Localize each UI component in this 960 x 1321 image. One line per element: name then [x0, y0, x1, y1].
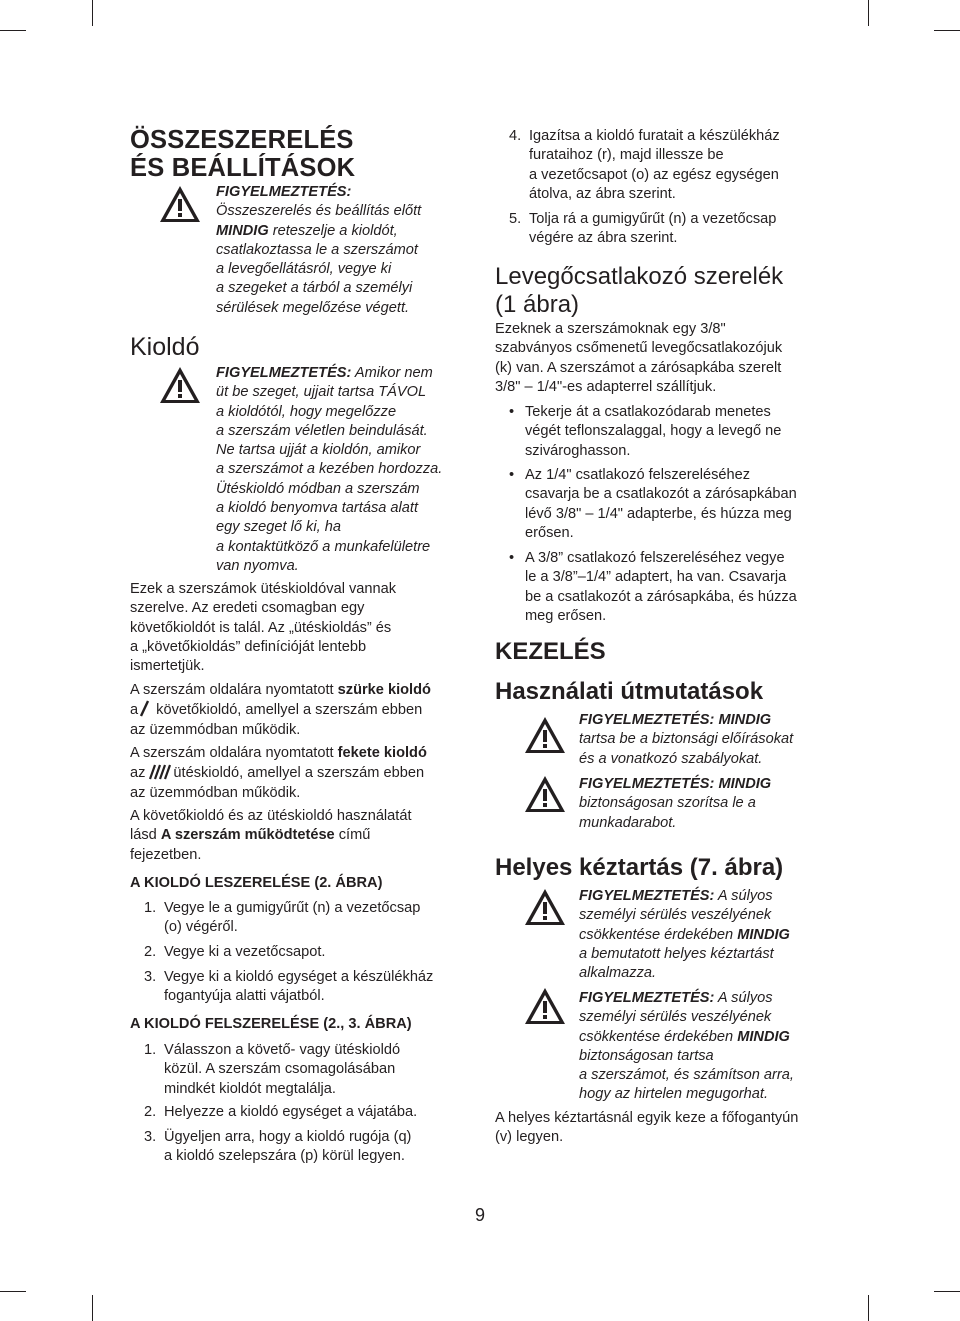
list-text: Igazítsa a kioldó furatait a készülékház: [529, 128, 780, 144]
list-text: Válasszon a követő- vagy ütéskioldó: [164, 1042, 401, 1058]
bullet-text: be a csatlakozót a zárósapkába, és húzza: [525, 588, 797, 605]
bullet-text: Az 1/4" csatlakozó felszereléséhez: [525, 467, 751, 483]
list-text: végére az ábra szerint.: [529, 230, 678, 247]
bullet-text: meg erősen.: [525, 607, 607, 624]
bullet-dot: •: [509, 550, 515, 566]
section-title-line2: ÉS BEÁLLÍTÁSOK: [130, 154, 356, 182]
bullet-text: le a 3/8”–1/4” adaptert, ha van. Csavarja: [525, 569, 787, 586]
paragraph-line: szerelve. Az eredeti csomagban egy: [130, 600, 365, 617]
warning-text: a szegeket a tárból a személyi: [216, 280, 413, 297]
paragraph-text: fejezetben.: [130, 846, 202, 863]
list-number: 1.: [144, 900, 157, 916]
bullet-text: csavarja be a csatlakozót a zárósapkában: [525, 486, 797, 503]
list-text: a vezetőcsapot (o) az egész egységen: [529, 166, 779, 183]
warning-label: FIGYELMEZTETÉS:: [579, 888, 715, 904]
warning-label: FIGYELMEZTETÉS:: [579, 990, 715, 1006]
crop-mark: [868, 1295, 869, 1321]
warning-text: a kioldó benyomva tartása alatt: [216, 500, 418, 517]
paragraph-grip: [495, 1109, 830, 1148]
bullet-dot: •: [509, 404, 515, 420]
warning-text: A súlyos: [714, 990, 773, 1006]
bump-trigger-icon: [148, 763, 172, 780]
paragraph-line: (k) van. A szerszámot a zárósapkába szerelt: [495, 359, 782, 376]
paragraph-line: 3/8" – 1/4"-es adapterrel szállítjuk.: [495, 378, 717, 395]
paragraph-air-fitting: [495, 320, 830, 397]
warning-text: van nyomva.: [216, 557, 299, 574]
warning-block-4: [579, 775, 829, 833]
warning-triangle-icon: [523, 986, 567, 1026]
list-number: 2.: [144, 1104, 157, 1120]
warning-triangle-icon: [523, 887, 567, 927]
paragraph-text: ütéskioldó, amellyel a szerszám ebben: [173, 765, 425, 782]
warning-label: FIGYELMEZTETÉS:: [216, 365, 352, 381]
heading-line: Levegőcsatlakozó szerelék: [495, 263, 784, 290]
list-number: 3.: [144, 1129, 157, 1145]
paragraph-text: a: [130, 702, 139, 719]
warning-emphasis: MINDIG: [737, 926, 790, 943]
list-number: 5.: [509, 211, 522, 227]
warning-text: egy szeget lő ki, ha: [216, 519, 341, 536]
paragraph-text: az: [130, 765, 146, 782]
warning-text: Ne tartsa ujját a kioldón, amikor: [216, 442, 421, 459]
warning-label: FIGYELMEZTETÉS:: [216, 184, 352, 200]
paragraph-text: az üzemmódban működik.: [130, 721, 301, 738]
paragraph-line: Ezeknek a szerszámoknak egy 3/8": [495, 321, 726, 337]
bullet-text: végét teflonszalaggal, hogy a levegő ne: [525, 423, 782, 440]
paragraph-line: a „követőkioldás” definícióját lentebb: [130, 638, 367, 655]
paragraph-emphasis: fekete kioldó: [337, 745, 427, 761]
list-text: a kioldó szelepszára (p) körül legyen.: [164, 1148, 405, 1165]
warning-text: a szerszámot, és számítson arra,: [579, 1067, 794, 1084]
warning-triangle-icon: [523, 715, 567, 755]
paragraph-emphasis: szürke kioldó: [337, 682, 431, 698]
list-text: fogantyúja alatti vájatból.: [164, 988, 325, 1005]
crop-mark: [934, 1291, 960, 1292]
paragraph-text: A szerszám oldalára nyomtatott: [130, 745, 338, 761]
warning-text: csökkentése érdekében: [579, 926, 738, 943]
bullet-text: Tekerje át a csatlakozódarab menetes: [525, 404, 771, 420]
list-text: (o) végéről.: [164, 919, 238, 936]
bullet-text: erősen.: [525, 524, 574, 541]
warning-text: Amikor nem: [351, 365, 433, 381]
bullet-text: szivároghasson.: [525, 442, 631, 459]
paragraph-line: Ezek a szerszámok ütéskioldóval vannak: [130, 581, 397, 597]
paragraph-line: szabványos csőmenetű levegőcsatlakozójuk: [495, 340, 783, 357]
paragraph-text: A szerszám oldalára nyomtatott: [130, 682, 338, 698]
warning-block-1: [216, 183, 476, 318]
warning-text: hogy az hirtelen megugorhat.: [579, 1086, 769, 1103]
warning-text: a szerszám véletlen beindulását.: [216, 422, 428, 439]
subheading-remove-trigger: A KIOLDÓ LESZERELÉSE (2. ÁBRA): [130, 875, 383, 891]
crop-mark: [92, 0, 93, 26]
paragraph-line: (v) legyen.: [495, 1129, 564, 1146]
list-text: furataihoz (r), majd illessze be: [529, 147, 724, 164]
warning-text: üt be szeget, ujjait tartsa TÁVOL: [216, 384, 427, 401]
warning-text: a szerszámot a kezében hordozza.: [216, 461, 443, 478]
warning-text: Ütéskioldó módban a szerszám: [216, 480, 420, 497]
single-trigger-icon: [138, 700, 152, 717]
warning-block-6: [579, 989, 829, 1105]
list-text: Vegye ki a kioldó egységet a készülékház: [164, 969, 434, 985]
paragraph-line: követőkioldót is talál. Az „ütéskioldás” és: [130, 619, 392, 636]
warning-text: alkalmazza.: [579, 965, 657, 982]
heading-operation: KEZELÉS: [495, 638, 606, 665]
crop-mark: [934, 30, 960, 31]
paragraph-text: A követőkioldó és az ütéskioldó használatát: [130, 808, 412, 824]
list-text: közül. A szerszám csomagolásában: [164, 1061, 396, 1078]
paragraph-text: az üzemmódban működik.: [130, 784, 301, 801]
subheading-install-trigger: A KIOLDÓ FELSZERELÉSE (2., 3. ÁBRA): [130, 1016, 412, 1032]
list-text: Ügyeljen arra, hogy a kioldó rugója (q): [164, 1129, 412, 1145]
warning-text: és a vonatkozó szabályokat.: [579, 750, 763, 767]
paragraph-black-trigger: [130, 744, 470, 803]
warning-text: biztonságosan szorítsa le a: [579, 795, 756, 812]
heading-line: (1 ábra): [495, 291, 580, 318]
warning-text: személyi sérülés veszélyének: [579, 1009, 772, 1026]
warning-label: FIGYELMEZTETÉS: MINDIG: [579, 712, 772, 728]
warning-text: a levegőellátásról, vegye ki: [216, 261, 392, 278]
warning-text: biztonságosan tartsa: [579, 1047, 714, 1064]
warning-text: a kioldótól, hogy megelőzze: [216, 403, 397, 420]
warning-triangle-icon: [158, 365, 202, 405]
bullet-text: lévő 3/8" – 1/4" adapterbe, és húzza meg: [525, 505, 792, 522]
list-text: átolva, az ábra szerint.: [529, 185, 676, 202]
list-text: Vegye le a gumigyűrűt (n) a vezetőcsap: [164, 900, 421, 916]
warning-text: tartsa be a biztonsági előírásokat: [579, 731, 794, 748]
kioldo-heading: Kioldó: [130, 333, 200, 361]
paragraph-line: A helyes kéztartásnál egyik keze a főfogantyún: [495, 1110, 799, 1126]
heading-air-fitting: [495, 263, 783, 319]
warning-text: A súlyos: [714, 888, 773, 904]
crop-mark: [92, 1295, 93, 1321]
paragraph-grey-trigger: [130, 681, 470, 740]
warning-triangle-icon: [158, 184, 202, 224]
paragraph-see-operation: [130, 807, 470, 865]
warning-block-3: [579, 711, 829, 769]
warning-block-5: [579, 887, 829, 983]
warning-text: reteszelje a kioldót,: [268, 222, 398, 239]
warning-block-2: [216, 364, 476, 576]
warning-text: a kontaktütköző a munkafelületre: [216, 538, 431, 555]
crop-mark: [0, 1291, 26, 1292]
warning-emphasis: MINDIG: [737, 1028, 790, 1045]
paragraph-text: című: [334, 827, 371, 844]
list-number: 1.: [144, 1042, 157, 1058]
warning-text: sérülések megelőzése végett.: [216, 299, 410, 316]
list-number: 4.: [509, 128, 522, 144]
list-number: 3.: [144, 969, 157, 985]
section-title-line1: ÖSSZESZERELÉS: [130, 126, 354, 154]
page-number: 9: [474, 1205, 485, 1225]
bullet-text: A 3/8” csatlakozó felszereléséhez vegye: [525, 550, 785, 566]
crop-mark: [0, 30, 26, 31]
warning-text: a bemutatott helyes kéztartást: [579, 945, 774, 962]
heading-proper-grip: Helyes kéztartás (7. ábra): [495, 854, 784, 881]
warning-text: munkadarabot.: [579, 814, 677, 831]
warning-text: Összeszerelés és beállítás előtt: [216, 203, 422, 220]
paragraph-text: követőkioldó, amellyel a szerszám ebben: [152, 702, 423, 719]
heading-instructions: Használati útmutatások: [495, 678, 764, 705]
warning-text: csatlakoztassa le a szerszámot: [216, 241, 418, 258]
warning-text: személyi sérülés veszélyének: [579, 907, 772, 924]
warning-label: FIGYELMEZTETÉS: MINDIG: [579, 776, 772, 792]
list-text: Helyezze a kioldó egységet a vájatába.: [164, 1104, 418, 1120]
paragraph-line: ismertetjük.: [130, 658, 205, 675]
crop-mark: [868, 0, 869, 26]
paragraph-emphasis: A szerszám működtetése: [160, 827, 335, 844]
paragraph-text: lásd: [130, 827, 161, 844]
paragraph-trigger-intro: [130, 580, 470, 676]
list-number: 2.: [144, 944, 157, 960]
bullet-dot: •: [509, 467, 515, 483]
warning-text: csökkentése érdekében: [579, 1028, 738, 1045]
list-text: Tolja rá a gumigyűrűt (n) a vezetőcsap: [529, 211, 777, 227]
list-text: mindkét kioldót megtalálja.: [164, 1080, 336, 1097]
list-text: Vegye ki a vezetőcsapot.: [164, 944, 326, 960]
warning-emphasis: MINDIG: [216, 222, 269, 239]
warning-triangle-icon: [523, 774, 567, 814]
